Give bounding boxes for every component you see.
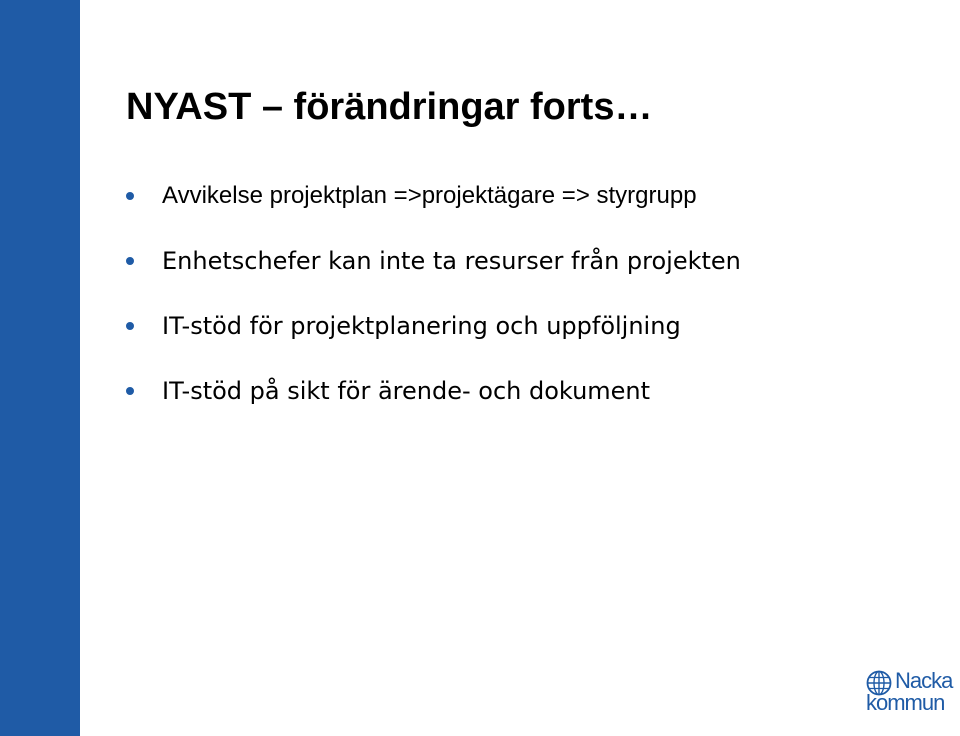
bullet-text: IT-stöd på sikt för ärende- och dokument: [162, 377, 651, 405]
logo-wordmark: [866, 668, 953, 715]
logo-line-kommun: kommun: [866, 690, 945, 715]
bullet-dot-icon: [126, 257, 134, 265]
bullet-dot-icon: [126, 387, 134, 395]
bullet-dot-icon: [126, 322, 134, 330]
bullet-list: [126, 178, 741, 438]
bullet-item: [126, 243, 741, 308]
side-accent-bar: [0, 0, 80, 736]
nacka-kommun-logo: [866, 668, 960, 716]
logo-line-nacka: Nacka: [895, 668, 953, 693]
bullet-item: [126, 178, 741, 243]
slide-title: NYAST – förändringar forts…: [126, 86, 653, 128]
bullet-text: Avvikelse projektplan =>projektägare => styrgrupp: [162, 182, 697, 209]
bullet-text: Enhetschefer kan inte ta resurser från projekten: [162, 247, 741, 275]
bullet-item: [126, 373, 741, 438]
bullet-text: IT-stöd för projektplanering och uppföljning: [162, 312, 681, 340]
bullet-dot-icon: [126, 192, 134, 200]
bullet-item: [126, 308, 741, 373]
